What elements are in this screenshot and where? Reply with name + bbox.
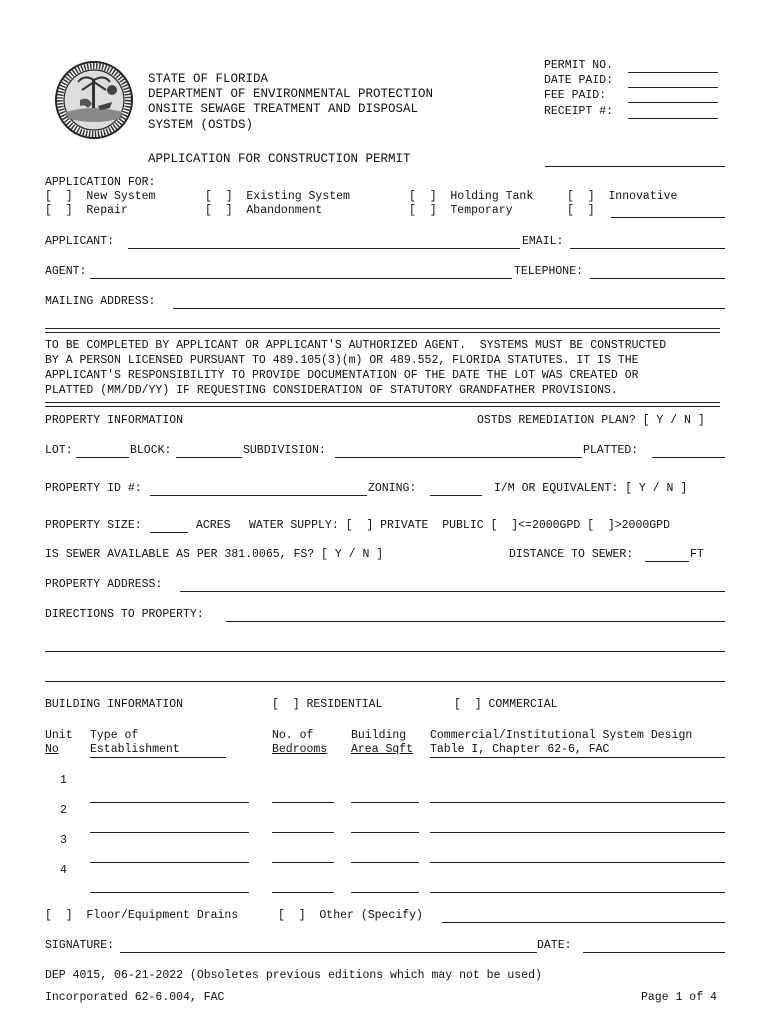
zoning-label: ZONING:: [368, 482, 417, 495]
col-type-underline: [90, 757, 226, 758]
checkbox-existing-system[interactable]: [ ] Existing System: [205, 190, 350, 203]
property-address-label: PROPERTY ADDRESS:: [45, 578, 163, 591]
notice-bottom-divider: [45, 402, 720, 407]
other-specify-field[interactable]: [442, 922, 725, 923]
checkbox-repair[interactable]: [ ] Repair: [45, 204, 128, 217]
col-type-header-2: Establishment: [90, 743, 180, 756]
col-design-header-1: Commercial/Institutional System Design: [430, 729, 693, 742]
date-paid-field[interactable]: [628, 87, 718, 88]
florida-seal-icon: [54, 60, 134, 140]
fee-paid-field[interactable]: [628, 102, 718, 103]
checkbox-floor-drains[interactable]: [ ] Floor/Equipment Drains: [45, 909, 239, 922]
col-area-header-2: Area Sqft: [351, 743, 414, 756]
unit-2-design-field[interactable]: [430, 832, 725, 833]
distance-to-sewer-field[interactable]: [645, 561, 689, 562]
directions-field-line-2[interactable]: [45, 651, 725, 652]
agent-label: AGENT:: [45, 265, 87, 278]
checkbox-innovative[interactable]: [ ] Innovative: [567, 190, 678, 203]
unit-1-area-field[interactable]: [351, 802, 419, 803]
directions-label: DIRECTIONS TO PROPERTY:: [45, 608, 204, 621]
other-type-field[interactable]: [611, 217, 725, 218]
permit-no-field[interactable]: [628, 72, 718, 73]
unit-4-area-field[interactable]: [351, 892, 419, 893]
checkbox-abandonment[interactable]: [ ] Abandonment: [205, 204, 323, 217]
applicant-label: APPLICANT:: [45, 235, 115, 248]
unit-1-bedrooms-field[interactable]: [272, 802, 334, 803]
checkbox-other-specify[interactable]: [ ] Other (Specify): [278, 909, 423, 922]
platted-label: PLATTED:: [583, 444, 639, 457]
unit-1-type-field[interactable]: [90, 802, 249, 803]
incorporated-note: Incorporated 62-6.004, FAC: [45, 991, 225, 1004]
col-design-header-2: Table I, Chapter 62-6, FAC: [430, 743, 610, 756]
checkbox-holding-tank[interactable]: [ ] Holding Tank: [409, 190, 534, 203]
distance-to-sewer-label: DISTANCE TO SEWER:: [509, 548, 634, 561]
checkbox-other-type[interactable]: [ ]: [567, 204, 595, 217]
unit-3-bedrooms-field[interactable]: [272, 862, 334, 863]
agent-field[interactable]: [90, 278, 512, 279]
remediation-plan-toggle[interactable]: OSTDS REMEDIATION PLAN? [ Y / N ]: [477, 414, 705, 427]
header-onsite: ONSITE SEWAGE TREATMENT AND DISPOSAL: [148, 102, 419, 116]
page-number: Page 1 of 4: [641, 991, 717, 1004]
telephone-label: TELEPHONE:: [514, 265, 584, 278]
sewer-available-toggle[interactable]: IS SEWER AVAILABLE AS PER 381.0065, FS? [ Y / N ]: [45, 548, 384, 561]
directions-field-line-3[interactable]: [45, 681, 725, 682]
property-size-label: PROPERTY SIZE:: [45, 519, 142, 532]
checkbox-temporary[interactable]: [ ] Temporary: [409, 204, 513, 217]
unit-3-area-field[interactable]: [351, 862, 419, 863]
property-address-field[interactable]: [180, 591, 725, 592]
col-design-underline: [430, 757, 725, 758]
property-id-label: PROPERTY ID #:: [45, 482, 142, 495]
unit-2-type-field[interactable]: [90, 832, 249, 833]
unit-number-4: 4: [60, 864, 67, 877]
header-state: STATE OF FLORIDA: [148, 72, 269, 86]
ft-label: FT: [690, 548, 704, 561]
lot-field[interactable]: [76, 457, 129, 458]
col-unit-header-2: No: [45, 743, 59, 756]
checkbox-new-system[interactable]: [ ] New System: [45, 190, 156, 203]
platted-field[interactable]: [652, 457, 725, 458]
notice-line-3: APPLICANT'S RESPONSIBILITY TO PROVIDE DOCUMENTATION OF THE DATE THE LOT WAS CREATED OR: [45, 369, 639, 382]
signature-label: SIGNATURE:: [45, 939, 115, 952]
mailing-address-label: MAILING ADDRESS:: [45, 295, 156, 308]
permit-no-label: PERMIT NO.: [544, 59, 614, 72]
signature-field[interactable]: [120, 952, 537, 953]
date-paid-label: DATE PAID:: [544, 74, 614, 87]
directions-field-line-1[interactable]: [226, 621, 725, 622]
unit-4-bedrooms-field[interactable]: [272, 892, 334, 893]
notice-line-4: PLATTED (MM/DD/YY) IF REQUESTING CONSIDERATION OF STATUTORY GRANDFATHER PROVISIONS.: [45, 384, 618, 397]
receipt-field[interactable]: [628, 118, 718, 119]
unit-2-bedrooms-field[interactable]: [272, 832, 334, 833]
col-area-header-1: Building: [351, 729, 407, 742]
checkbox-commercial[interactable]: [ ] COMMERCIAL: [454, 698, 558, 711]
unit-number-1: 1: [60, 774, 67, 787]
date-field[interactable]: [583, 952, 725, 953]
col-unit-header-1: Unit: [45, 729, 73, 742]
unit-3-design-field[interactable]: [430, 862, 725, 863]
col-bedrooms-header-2: Bedrooms: [272, 743, 328, 756]
unit-2-area-field[interactable]: [351, 832, 419, 833]
col-bedrooms-header-1: No. of: [272, 729, 314, 742]
header-system: SYSTEM (OSTDS): [148, 118, 254, 132]
unit-4-design-field[interactable]: [430, 892, 725, 893]
date-label: DATE:: [537, 939, 572, 952]
col-type-header-1: Type of: [90, 729, 139, 742]
property-id-field[interactable]: [150, 495, 367, 496]
receipt-label: RECEIPT #:: [544, 105, 614, 118]
title-right-field[interactable]: [545, 166, 725, 167]
unit-4-type-field[interactable]: [90, 892, 249, 893]
email-field[interactable]: [570, 248, 725, 249]
unit-3-type-field[interactable]: [90, 862, 249, 863]
form-title: APPLICATION FOR CONSTRUCTION PERMIT: [148, 152, 411, 166]
unit-number-3: 3: [60, 834, 67, 847]
unit-number-2: 2: [60, 804, 67, 817]
acres-label: ACRES: [196, 519, 231, 532]
application-for-label: APPLICATION FOR:: [45, 176, 156, 189]
subdivision-label: SUBDIVISION:: [243, 444, 326, 457]
mailing-address-field[interactable]: [173, 308, 725, 309]
checkbox-residential[interactable]: [ ] RESIDENTIAL: [272, 698, 383, 711]
block-field[interactable]: [176, 457, 242, 458]
email-label: EMAIL:: [522, 235, 564, 248]
notice-line-1: TO BE COMPLETED BY APPLICANT OR APPLICANT'S AUTHORIZED AGENT. SYSTEMS MUST BE CONSTRUCTED: [45, 339, 667, 352]
lot-label: LOT:: [45, 444, 73, 457]
unit-1-design-field[interactable]: [430, 802, 725, 803]
water-supply-options[interactable]: WATER SUPPLY: [ ] PRIVATE PUBLIC [ ]<=2000GPD [ ]>2000GPD: [249, 519, 670, 532]
form-number: DEP 4015, 06-21-2022 (Obsoletes previous editions which may not be used): [45, 969, 542, 982]
property-size-field[interactable]: [150, 532, 188, 533]
notice-top-divider: [45, 328, 720, 333]
im-equivalent-toggle[interactable]: I/M OR EQUIVALENT: [ Y / N ]: [494, 482, 688, 495]
telephone-field[interactable]: [590, 278, 725, 279]
applicant-field[interactable]: [128, 248, 520, 249]
notice-line-2: BY A PERSON LICENSED PURSUANT TO 489.105(3)(m) OR 489.552, FLORIDA STATUTES. IT IS THE: [45, 354, 639, 367]
header-department: DEPARTMENT OF ENVIRONMENTAL PROTECTION: [148, 87, 434, 101]
subdivision-field[interactable]: [335, 457, 582, 458]
block-label: BLOCK:: [130, 444, 172, 457]
property-info-heading: PROPERTY INFORMATION: [45, 414, 184, 427]
building-info-heading: BUILDING INFORMATION: [45, 698, 184, 711]
fee-paid-label: FEE PAID:: [544, 89, 607, 102]
zoning-field[interactable]: [430, 495, 482, 496]
